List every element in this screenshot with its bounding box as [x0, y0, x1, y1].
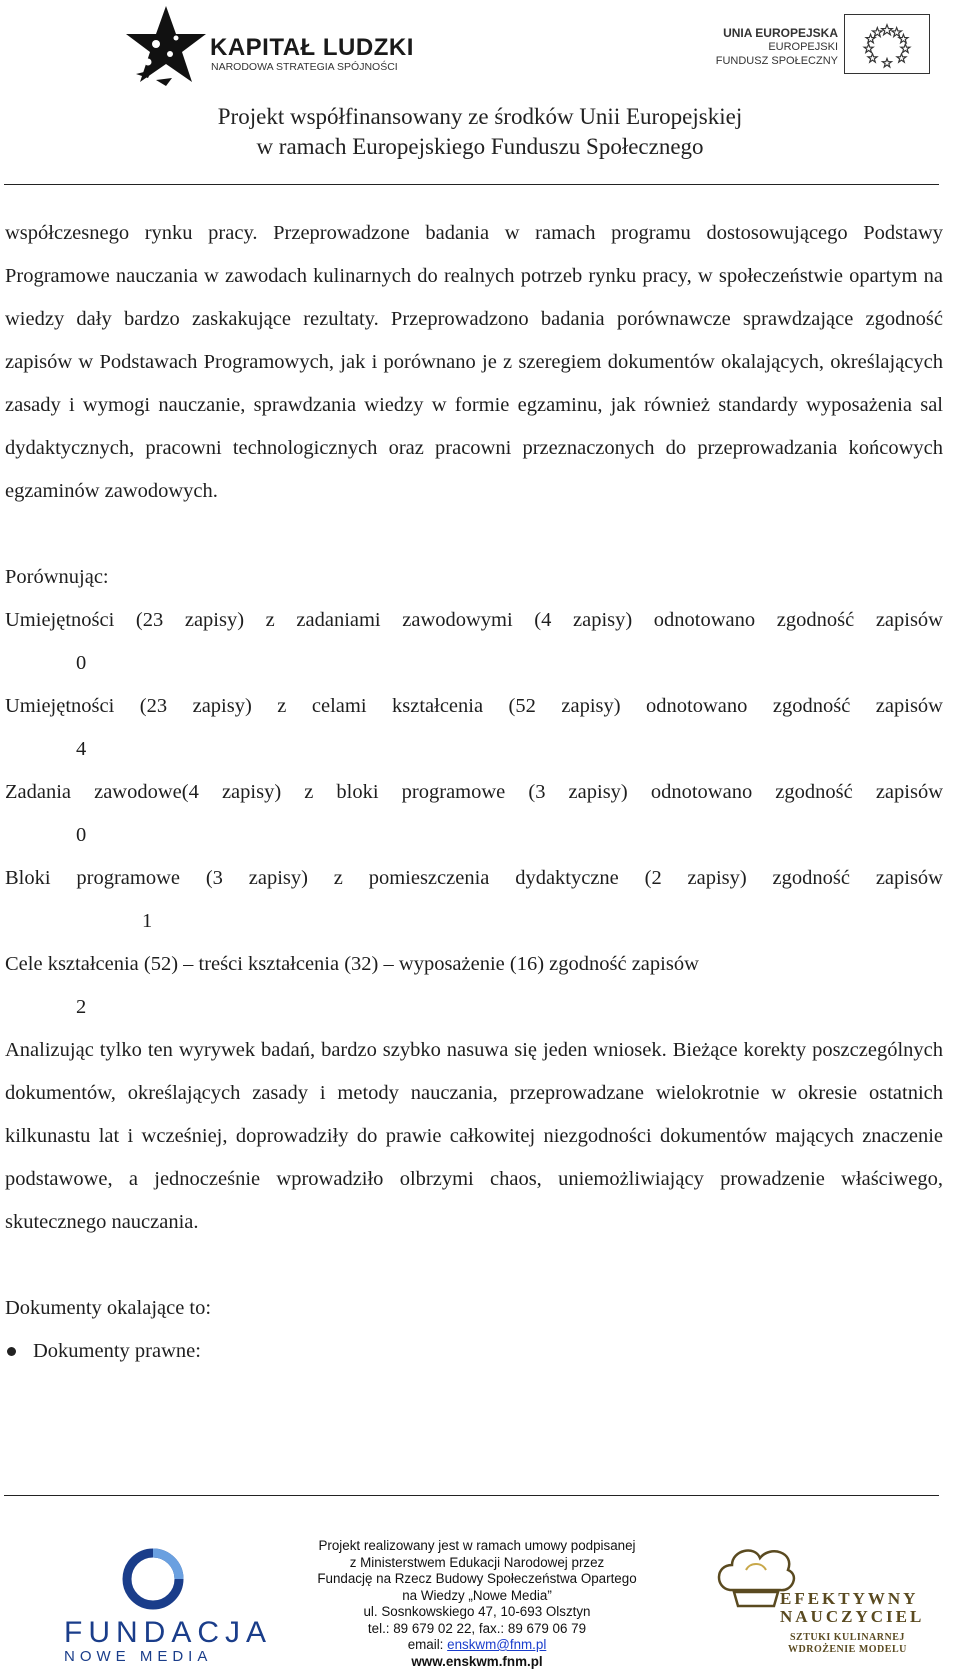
en-title [780, 1590, 924, 1626]
page-header [0, 0, 960, 190]
footer-line: ul. Sosnkowskiego 47, 10-693 Olsztyn [363, 1604, 591, 1619]
comparison-value: 0 [76, 824, 87, 846]
comparison-list [5, 599, 943, 1029]
en-subtitle-line: SZTUKI KULINARNEJ [789, 1632, 905, 1643]
analysis-paragraph: Analizując tylko ten wyrywek badań, bardzo szybko nasuwa się jeden wniosek. Bieżące korekty poszczególnych dokumentów, określających zasady i metody nauczania, przeprowadzane wielokrotnie w okresie ostatnich kilkunastu lat i wcześniej, doprowadziły do prawie całkowitej niezgodności dokumentów mających znaczenie podstawowe, a jednocześnie wprowadziło olbrzymi chaos, uniemożliwiający prowadzenie właściwego, skutecznego nauczania. [5, 1039, 943, 1233]
comparison-value: 2 [76, 996, 87, 1018]
comparing-heading: Porównując: [5, 566, 109, 588]
footer-line: tel.: 89 679 02 22, fax.: 89 679 06 79 [367, 1620, 587, 1636]
en-title-line: NAUCZYCIEL [780, 1607, 925, 1626]
footer-email-link[interactable]: enskwm@fnm.pl [447, 1637, 547, 1652]
fnm-subname: NOWE MEDIA [64, 1648, 213, 1665]
efektywny-nauczyciel-logo [690, 1540, 952, 1670]
footer-website[interactable]: www.enskwm.fnm.pl [411, 1653, 543, 1669]
en-title-line: EFEKTYWNY [780, 1589, 919, 1608]
comparison-value: 1 [142, 910, 153, 932]
spacer [5, 1244, 943, 1287]
kapital-ludzki-subtitle: NARODOWA STRATEGIA SPÓJNOŚCI [211, 61, 398, 73]
documents-heading: Dokumenty okalające to: [5, 1297, 212, 1319]
intro-paragraph: współczesnego rynku pracy. Przeprowadzone badania w ramach programu dostosowującego Podstawy Programowe nauczania w zawodach kulinarnych do realnych potrzeb rynku pracy, w społeczeństwie opartym na wiedzy dały bardzo zaskakujące rezultaty. Przeprowadzono badania porównawcze sprawdzające zgodność zapisów w Podstawach Programowych, jak i porównano je z szeregiem dokumentów okalających, określających zasady i wymogi nauczanie, sprawdzania wiedzy w formie egzaminu, jak również standardy wyposażenia sal dydaktycznych, pracowni technologicznych oraz pracowni przeznaczonych do przeprowadzania końcowych egzaminów zawodowych. [5, 222, 943, 502]
bullet-icon [7, 1347, 16, 1356]
fundacja-nowe-media-logo [56, 1548, 273, 1665]
footer-email-line [312, 1637, 642, 1654]
comparison-item: Bloki programowe (3 zapisy) z pomieszczenia dydaktyczne (2 zapisy) zgodność zapisów [5, 867, 943, 889]
kapital-ludzki-title: KAPITAŁ LUDZKI [210, 34, 414, 61]
fnm-name: FUNDACJA [64, 1616, 273, 1649]
footer-email-label: email: [407, 1637, 448, 1652]
eu-line-1: UNIA EUROPEJSKA [723, 26, 838, 40]
kapital-ludzki-star-icon [126, 4, 208, 90]
footer-line: Projekt realizowany jest w ramach umowy podpisanej [318, 1538, 636, 1553]
header-divider [4, 184, 939, 185]
comparison-item: Cele kształcenia (52) – treści kształcenia (32) – wyposażenie (16) zgodność zapisów [5, 953, 699, 975]
comparison-value: 4 [76, 738, 87, 760]
nowe-media-ring-icon [122, 1548, 184, 1610]
comparison-value: 0 [76, 652, 87, 674]
footer-contact [312, 1538, 642, 1670]
eu-logo [712, 14, 934, 80]
cofinance-line-2: w ramach Europejskiego Funduszu Społecznego [256, 134, 704, 159]
page-footer [0, 1500, 960, 1673]
footer-line: z Ministerstwem Edukacji Narodowej przez [349, 1554, 605, 1570]
kapital-ludzki-logo [126, 4, 416, 92]
footer-line: Fundację na Rzecz Budowy Społeczeństwa Opartego [317, 1571, 637, 1586]
comparison-item: Umiejętności (23 zapisy) z zadaniami zawodowymi (4 zapisy) odnotowano zgodność zapisów [5, 609, 943, 631]
comparison-item: Umiejętności (23 zapisy) z celami kształcenia (52 zapisy) odnotowano zgodność zapisów [5, 695, 943, 717]
spacer [5, 513, 943, 556]
eu-logo-text [716, 26, 838, 68]
en-subtitle [788, 1632, 907, 1656]
bullet-list-item [5, 1330, 943, 1373]
document-body [5, 212, 943, 1373]
eu-line-2: EUROPEJSKI [768, 41, 838, 53]
en-subtitle-line: WDROŻENIE MODELU [788, 1644, 907, 1655]
comparison-item: Zadania zawodowe(4 zapisy) z bloki programowe (3 zapisy) odnotowano zgodność zapisów [5, 781, 943, 803]
cofinance-line-1: Projekt współfinansowany ze środków Unii Europejskiej [217, 104, 743, 129]
bullet-item-text: Dokumenty prawne: [33, 1340, 201, 1362]
footer-line: na Wiedzy „Nowe Media” [402, 1587, 552, 1603]
eu-line-3: FUNDUSZ SPOŁECZNY [715, 55, 838, 67]
eu-flag-icon [844, 14, 930, 74]
footer-divider [4, 1495, 939, 1496]
